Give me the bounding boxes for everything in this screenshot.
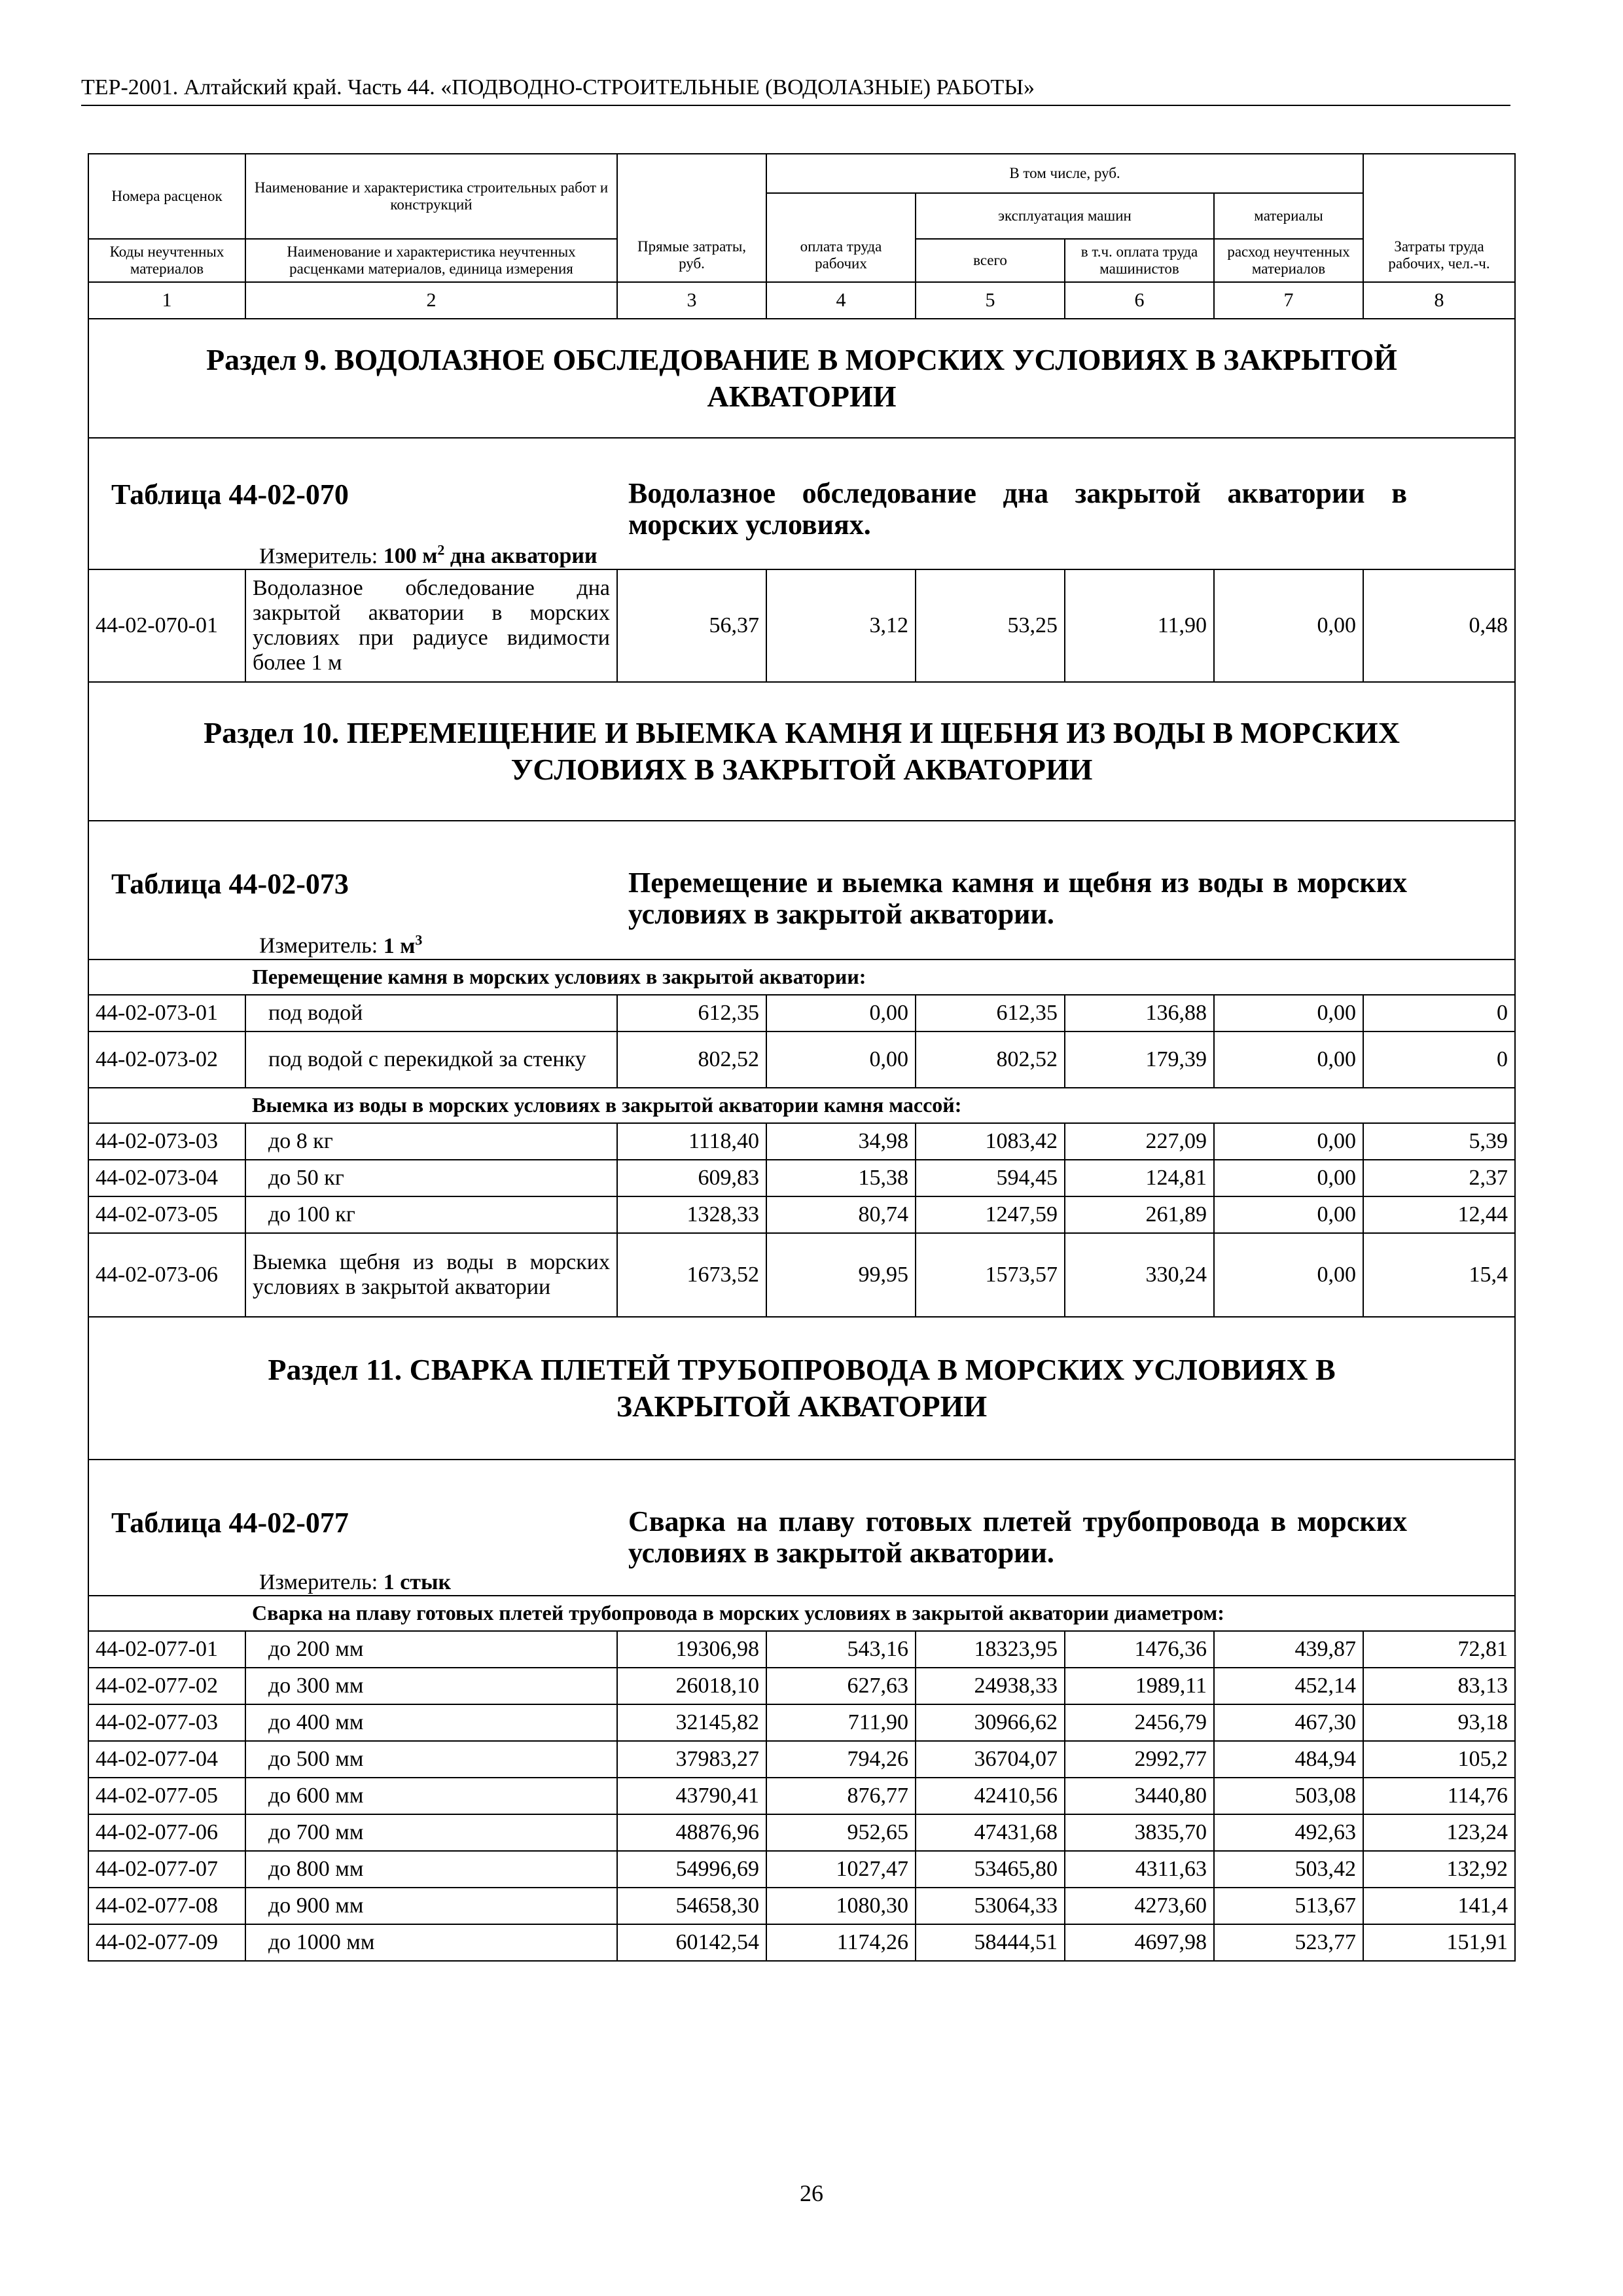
col-code-bottom: Коды неучтенных материалов — [88, 239, 245, 282]
rate-name: под водой — [245, 995, 617, 1031]
rate-code: 44-02-070-01 — [88, 569, 245, 682]
rate-code: 44-02-077-07 — [88, 1851, 245, 1888]
cell-value: 439,87 — [1214, 1631, 1363, 1668]
cell-value: 151,91 — [1363, 1924, 1515, 1961]
cell-value: 72,81 — [1363, 1631, 1515, 1668]
col-machines: эксплуатация машин — [916, 193, 1214, 239]
rate-name: под водой с перекидкой за стенку — [245, 1031, 617, 1088]
measure-unit: Измеритель: 100 $м^2$ дна акватории — [259, 542, 597, 569]
rate-code: 44-02-077-09 — [88, 1924, 245, 1961]
cell-value: 105,2 — [1363, 1741, 1515, 1778]
cell-value: 594,45 — [916, 1160, 1065, 1196]
table-number: Таблица 44-02-077 — [111, 1506, 349, 1539]
col-incl: В том числе, руб. — [766, 154, 1363, 193]
rate-name: Водолазное обследование дна закрытой акватории в морских условиях при радиусе видимости более 1 м — [245, 569, 617, 682]
col-mat-cons: расход неучтенных материалов — [1214, 239, 1363, 282]
col-num: 6 — [1065, 282, 1214, 319]
col-num: 5 — [916, 282, 1065, 319]
rate-name: Выемка щебня из воды в морских условиях в закрытой акватории — [245, 1233, 617, 1317]
cell-value: 1027,47 — [766, 1851, 916, 1888]
table-name: Перемещение и выемка камня и щебня из воды в морских условиях в закрытой акватории. — [628, 867, 1407, 931]
section-title-line: ЗАКРЫТОЙ АКВАТОРИИ — [616, 1389, 988, 1423]
cell-value: 56,37 — [617, 569, 766, 682]
rate-name: до 300 мм — [245, 1668, 617, 1704]
table-name: Водолазное обследование дна закрытой акватории в морских условиях. — [628, 477, 1407, 541]
table-row — [88, 1741, 1515, 1778]
section-title-line: УСЛОВИЯХ В ЗАКРЫТОЙ АКВАТОРИИ — [510, 753, 1093, 787]
cell-value: 0 — [1363, 995, 1515, 1031]
cell-value: 93,18 — [1363, 1704, 1515, 1741]
rate-code: 44-02-077-01 — [88, 1631, 245, 1668]
cell-value: 484,94 — [1214, 1741, 1363, 1778]
header-row-1 — [88, 154, 1515, 193]
cell-value: 15,4 — [1363, 1233, 1515, 1317]
cell-value: 4273,60 — [1065, 1888, 1214, 1924]
subheading: Перемещение камня в морских условиях в закрытой акватории: — [245, 960, 1515, 995]
cell-value: 18323,95 — [916, 1631, 1065, 1668]
subheading-row — [88, 1088, 1515, 1123]
cell-value: 43790,41 — [617, 1778, 766, 1814]
cell-value: 3835,70 — [1065, 1814, 1214, 1851]
cell-value: 58444,51 — [916, 1924, 1065, 1961]
cell-value: 179,39 — [1065, 1031, 1214, 1088]
cell-value: 543,16 — [766, 1631, 916, 1668]
col-name-bottom: Наименование и характеристика неучтенных расценками материалов, единица измерения — [245, 239, 617, 282]
cell-value: 42410,56 — [916, 1778, 1065, 1814]
cell-value: 4697,98 — [1065, 1924, 1214, 1961]
cell-value: 467,30 — [1214, 1704, 1363, 1741]
cell-value: 2456,79 — [1065, 1704, 1214, 1741]
subheading-row — [88, 960, 1515, 995]
col-materials: материалы — [1214, 193, 1363, 239]
rate-code: 44-02-073-04 — [88, 1160, 245, 1196]
cell-value: 54996,69 — [617, 1851, 766, 1888]
cell-value: 1080,30 — [766, 1888, 916, 1924]
cell-value: 492,63 — [1214, 1814, 1363, 1851]
cell-value: 1174,26 — [766, 1924, 916, 1961]
table-073-title — [88, 821, 1515, 959]
table-row — [88, 1888, 1515, 1924]
cell-value: 99,95 — [766, 1233, 916, 1317]
col-num: 8 — [1363, 282, 1515, 319]
subheading-row — [88, 1596, 1515, 1631]
table-row — [88, 1924, 1515, 1961]
section-9-title — [88, 319, 1515, 438]
cell-value: 1573,57 — [916, 1233, 1065, 1317]
cell-value: 136,88 — [1065, 995, 1214, 1031]
rate-name: до 600 мм — [245, 1778, 617, 1814]
cell-value: 711,90 — [766, 1704, 916, 1741]
cell-value: 1118,40 — [617, 1123, 766, 1160]
running-header: ТЕР-2001. Алтайский край. Часть 44. «ПОДВОДНО-СТРОИТЕЛЬНЫЕ (ВОДОЛАЗНЫЕ) РАБОТЫ» — [81, 73, 1510, 106]
cell-value: 47431,68 — [916, 1814, 1065, 1851]
rate-code: 44-02-077-05 — [88, 1778, 245, 1814]
section-title-line: Раздел 11. СВАРКА ПЛЕТЕЙ ТРУБОПРОВОДА В МОРСКИХ УСЛОВИЯХ В — [268, 1352, 1336, 1386]
cell-value: 11,90 — [1065, 569, 1214, 682]
rate-code: 44-02-073-05 — [88, 1196, 245, 1233]
cell-value: 503,42 — [1214, 1851, 1363, 1888]
cell-value: 53,25 — [916, 569, 1065, 682]
cell-value: 3,12 — [766, 569, 916, 682]
col-num: 1 — [88, 282, 245, 319]
page-number: 26 — [800, 2180, 823, 2206]
cell-value: 80,74 — [766, 1196, 916, 1233]
col-name-top: Наименование и характеристика строительных работ и конструкций — [245, 154, 617, 239]
col-num: 7 — [1214, 282, 1363, 319]
cell-value: 2,37 — [1363, 1160, 1515, 1196]
cell-value: 32145,82 — [617, 1704, 766, 1741]
section-title-line: Раздел 10. ПЕРЕМЕЩЕНИЕ И ВЫЕМКА КАМНЯ И ЩЕБНЯ ИЗ ВОДЫ В МОРСКИХ — [204, 716, 1400, 750]
cell-value: 802,52 — [617, 1031, 766, 1088]
cell-value: 48876,96 — [617, 1814, 766, 1851]
table-row — [88, 1196, 1515, 1233]
rate-name: до 400 мм — [245, 1704, 617, 1741]
rate-code: 44-02-077-08 — [88, 1888, 245, 1924]
cell-value: 12,44 — [1363, 1196, 1515, 1233]
rate-name: до 50 кг — [245, 1160, 617, 1196]
cell-value: 261,89 — [1065, 1196, 1214, 1233]
cell-value: 83,13 — [1363, 1668, 1515, 1704]
cell-value: 1476,36 — [1065, 1631, 1214, 1668]
table-row — [88, 1668, 1515, 1704]
cell-value: 30966,62 — [916, 1704, 1065, 1741]
col-num: 4 — [766, 282, 916, 319]
cell-value: 0,00 — [1214, 1031, 1363, 1088]
measure-unit: Измеритель: 1 стык — [259, 1570, 452, 1594]
cell-value: 0,00 — [766, 995, 916, 1031]
rate-code: 44-02-073-01 — [88, 995, 245, 1031]
table-row — [88, 1631, 1515, 1668]
rate-name: до 800 мм — [245, 1851, 617, 1888]
cell-value: 0,00 — [1214, 569, 1363, 682]
table-row — [88, 1704, 1515, 1741]
section-title-line: АКВАТОРИИ — [707, 380, 897, 413]
cell-value: 503,08 — [1214, 1778, 1363, 1814]
rate-code: 44-02-073-02 — [88, 1031, 245, 1088]
table-row — [88, 1814, 1515, 1851]
cell-value: 227,09 — [1065, 1123, 1214, 1160]
cell-value: 26018,10 — [617, 1668, 766, 1704]
rate-name: до 700 мм — [245, 1814, 617, 1851]
cell-value: 0,00 — [1214, 1233, 1363, 1317]
subheading: Сварка на плаву готовых плетей трубопровода в морских условиях в закрытой акватории диаметром: — [245, 1596, 1515, 1631]
table-row — [88, 1778, 1515, 1814]
col-wages: оплата труда рабочих — [766, 193, 916, 282]
cell-value: 1673,52 — [617, 1233, 766, 1317]
col-num: 2 — [245, 282, 617, 319]
cell-value: 132,92 — [1363, 1851, 1515, 1888]
cell-value: 0,48 — [1363, 569, 1515, 682]
cell-value: 0,00 — [766, 1031, 916, 1088]
rate-name: до 900 мм — [245, 1888, 617, 1924]
rate-code: 44-02-077-06 — [88, 1814, 245, 1851]
table-number: Таблица 44-02-070 — [111, 478, 349, 511]
cell-value: 1989,11 — [1065, 1668, 1214, 1704]
cell-value: 0,00 — [1214, 1123, 1363, 1160]
cell-value: 3440,80 — [1065, 1778, 1214, 1814]
cell-value: 34,98 — [766, 1123, 916, 1160]
table-070-title — [88, 438, 1515, 569]
table-row — [88, 569, 1515, 682]
measure-unit: Измеритель: 1 $м^3$ — [259, 931, 423, 958]
table-number: Таблица 44-02-073 — [111, 868, 349, 901]
cell-value: 19306,98 — [617, 1631, 766, 1668]
cell-value: 54658,30 — [617, 1888, 766, 1924]
cell-value: 794,26 — [766, 1741, 916, 1778]
cell-value: 124,81 — [1065, 1160, 1214, 1196]
cell-value: 37983,27 — [617, 1741, 766, 1778]
cell-value: 627,63 — [766, 1668, 916, 1704]
section-11-title — [88, 1317, 1515, 1460]
cell-value: 53465,80 — [916, 1851, 1065, 1888]
cell-value: 60142,54 — [617, 1924, 766, 1961]
col-total: всего — [916, 239, 1065, 282]
col-num: 3 — [617, 282, 766, 319]
cell-value: 5,39 — [1363, 1123, 1515, 1160]
cell-value: 0 — [1363, 1031, 1515, 1088]
cell-value: 114,76 — [1363, 1778, 1515, 1814]
table-row — [88, 995, 1515, 1031]
table-row — [88, 1160, 1515, 1196]
table-077-title — [88, 1460, 1515, 1596]
rates-table — [88, 153, 1516, 1962]
cell-value: 612,35 — [617, 995, 766, 1031]
cell-value: 876,77 — [766, 1778, 916, 1814]
section-title-line: Раздел 9. ВОДОЛАЗНОЕ ОБСЛЕДОВАНИЕ В МОРСКИХ УСЛОВИЯХ В ЗАКРЫТОЙ — [206, 343, 1397, 376]
rate-name: до 200 мм — [245, 1631, 617, 1668]
table-row — [88, 1233, 1515, 1317]
cell-value: 609,83 — [617, 1160, 766, 1196]
col-direct: Прямые затраты, руб. — [617, 154, 766, 282]
section-10-title — [88, 682, 1515, 821]
table-row — [88, 1031, 1515, 1088]
cell-value: 15,38 — [766, 1160, 916, 1196]
rate-code: 44-02-073-06 — [88, 1233, 245, 1317]
cell-value: 330,24 — [1065, 1233, 1214, 1317]
cell-value: 4311,63 — [1065, 1851, 1214, 1888]
table-name: Сварка на плаву готовых плетей трубопровода в морских условиях в закрытой акватории. — [628, 1505, 1407, 1569]
rate-name: до 500 мм — [245, 1741, 617, 1778]
cell-value: 513,67 — [1214, 1888, 1363, 1924]
rate-code: 44-02-073-03 — [88, 1123, 245, 1160]
table-row — [88, 1123, 1515, 1160]
cell-value: 24938,33 — [916, 1668, 1065, 1704]
cell-value: 802,52 — [916, 1031, 1065, 1088]
rate-code: 44-02-077-03 — [88, 1704, 245, 1741]
rate-code: 44-02-077-02 — [88, 1668, 245, 1704]
cell-value: 1083,42 — [916, 1123, 1065, 1160]
column-numbers — [88, 282, 1515, 319]
rate-name: до 8 кг — [245, 1123, 617, 1160]
cell-value: 0,00 — [1214, 1196, 1363, 1233]
col-labor: Затраты труда рабочих, чел.-ч. — [1363, 154, 1515, 282]
subheading: Выемка из воды в морских условиях в закрытой акватории камня массой: — [245, 1088, 1515, 1123]
rate-name: до 100 кг — [245, 1196, 617, 1233]
cell-value: 123,24 — [1363, 1814, 1515, 1851]
cell-value: 523,77 — [1214, 1924, 1363, 1961]
cell-value: 141,4 — [1363, 1888, 1515, 1924]
rate-name: до 1000 мм — [245, 1924, 617, 1961]
col-code-top: Номера расценок — [88, 154, 245, 239]
cell-value: 53064,33 — [916, 1888, 1065, 1924]
cell-value: 1247,59 — [916, 1196, 1065, 1233]
cell-value: 36704,07 — [916, 1741, 1065, 1778]
cell-value: 1328,33 — [617, 1196, 766, 1233]
cell-value: 452,14 — [1214, 1668, 1363, 1704]
rate-code: 44-02-077-04 — [88, 1741, 245, 1778]
table-row — [88, 1851, 1515, 1888]
cell-value: 952,65 — [766, 1814, 916, 1851]
col-incl-operators: в т.ч. оплата труда машинистов — [1065, 239, 1214, 282]
cell-value: 0,00 — [1214, 995, 1363, 1031]
cell-value: 0,00 — [1214, 1160, 1363, 1196]
cell-value: 612,35 — [916, 995, 1065, 1031]
cell-value: 2992,77 — [1065, 1741, 1214, 1778]
